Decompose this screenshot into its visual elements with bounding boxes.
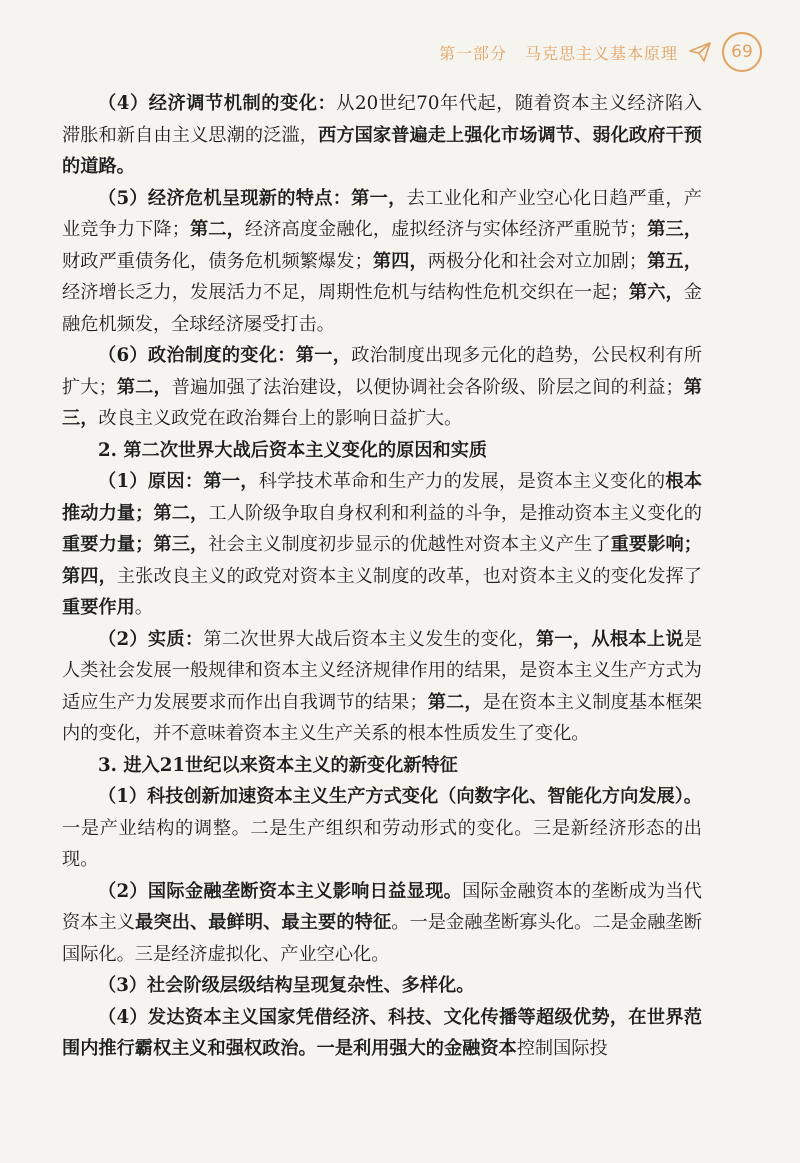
- bold-text: （4）经济调节机制的变化：: [98, 93, 337, 114]
- bold-text: 3. 进入21世纪以来资本主义的新变化新特征: [98, 754, 458, 776]
- text-run: 改良主义政党在政治舞台上的影响日益扩大。: [98, 408, 463, 429]
- text-run: 第二次世界大战后资本主义发生的变化，: [203, 628, 536, 650]
- text-run: 主张改良主义的政党对资本主义制度的改革，也对资本主义的变化发挥了: [116, 565, 702, 587]
- text-run: 经济增长乏力，发展活力不足，周期性危机与结构性危机交织在一起；: [62, 282, 629, 303]
- bold-text: 重要力量；第三，: [62, 534, 209, 555]
- bold-text: 重要影响；第四，: [62, 534, 702, 587]
- bold-text: 第五，: [647, 250, 702, 272]
- bold-text: （2）国际金融垄断资本主义影响日益显现。: [98, 880, 463, 902]
- bold-text: 最突出、最鲜明、最主要的特征: [135, 912, 392, 933]
- text-run: 工人阶级争取自身权利和利益的斗争，是推动资本主义变化的: [208, 502, 702, 524]
- body-paragraph: [62, 624, 702, 750]
- bold-text: 第六，: [628, 282, 684, 303]
- text-run: 是在资本主义制度基本框架内的变化，并不意味着资本主义生产关系的根本性质发生了变化。: [62, 691, 702, 744]
- bold-text: 第四，: [372, 250, 428, 272]
- body-paragraph: [62, 183, 702, 341]
- header-part: 第一部分: [438, 43, 507, 63]
- text-run: 国际金融资本的垄断成为当代资本主义: [62, 880, 702, 933]
- bold-text: 第一，从根本上说: [535, 628, 684, 650]
- section-heading: [62, 435, 702, 467]
- paper-plane-icon: [688, 40, 712, 64]
- body-paragraph: [62, 876, 702, 971]
- text-run: 。: [134, 597, 153, 618]
- bold-text: （4）发达资本主义国家凭借经济、科技、文化传播等超级优势，在世界范围内推行霸权主义和强权政治。一是利用强大的金融资本: [62, 1006, 702, 1059]
- bold-text: （1）科技创新加速资本主义生产方式变化（向数字化、智能化方向发展）。: [98, 786, 702, 807]
- text-run: 普遍加强了法治建设，以便协调社会各阶级、阶层之间的利益；: [171, 376, 684, 398]
- body-paragraph: [62, 88, 702, 183]
- text-run: 金融危机频发，全球经济屡受打击。: [62, 282, 702, 335]
- text-run: 是人类社会发展一般规律和资本主义经济规律作用的结果，是资本主义生产方式为适应生产力发展要求而作出自我调节的结果；: [62, 628, 702, 713]
- text-run: 经济高度金融化，虚拟经济与实体经济严重脱节；: [244, 219, 648, 240]
- bold-text: 第三，: [62, 376, 702, 429]
- body-paragraph: [62, 466, 702, 624]
- bold-text: 根本推动力量；第二，: [62, 471, 702, 524]
- text-run: 一是产业结构的调整。二是生产组织和劳动形式的变化。三是新经济形态的出现。: [62, 817, 702, 870]
- text-run: 科学技术革命和生产力的发展，是资本主义变化的: [258, 471, 666, 492]
- page-body: [62, 88, 702, 1065]
- section-heading: [62, 750, 702, 782]
- bold-text: 第二，: [427, 691, 483, 713]
- bold-text: 重要作用: [62, 597, 135, 618]
- text-run: 从20世纪70年代起，随着资本主义经济陷入滞胀和新自由主义思潮的泛滥，: [62, 93, 702, 146]
- bold-text: （5）经济危机呈现新的特点：第一，: [98, 187, 407, 209]
- body-paragraph: [62, 970, 702, 1002]
- bold-text: 第二，: [189, 219, 245, 240]
- body-paragraph: [62, 340, 702, 435]
- bold-text: 西方国家普遍走上强化市场调节、弱化政府干预的道路。: [62, 124, 702, 177]
- body-paragraph: [62, 781, 702, 876]
- bold-text: 第二，: [116, 376, 172, 398]
- bold-text: （3）社会阶级层级结构呈现复杂性、多样化。: [98, 975, 475, 996]
- page-header: [439, 32, 762, 72]
- body-paragraph: [62, 1002, 702, 1065]
- text-run: 两极分化和社会对立加剧；: [427, 250, 648, 272]
- bold-text: 第三，: [647, 219, 702, 240]
- bold-text: （1）原因：第一，: [98, 471, 259, 492]
- text-run: 社会主义制度初步显示的优越性对资本主义产生了: [208, 534, 611, 555]
- page-number: 69: [722, 32, 762, 72]
- text-run: 去工业化和产业空心化日趋严重，产业竞争力下降；: [62, 187, 702, 240]
- bold-text: （2）实质：: [98, 628, 204, 650]
- text-run: 。一是金融垄断寡头化。二是金融垄断国际化。三是经济虚拟化、产业空心化。: [62, 912, 702, 965]
- text-run: 政治制度出现多元化的趋势，公民权利有所扩大；: [62, 345, 702, 398]
- bold-text: （6）政治制度的变化：第一，: [98, 345, 352, 366]
- header-chapter: 马克思主义基本原理: [524, 43, 678, 63]
- bold-text: 2. 第二次世界大战后资本主义变化的原因和实质: [98, 439, 488, 461]
- text-run: 控制国际投: [516, 1038, 608, 1059]
- text-run: 财政严重债务化，债务危机频繁爆发；: [62, 250, 373, 272]
